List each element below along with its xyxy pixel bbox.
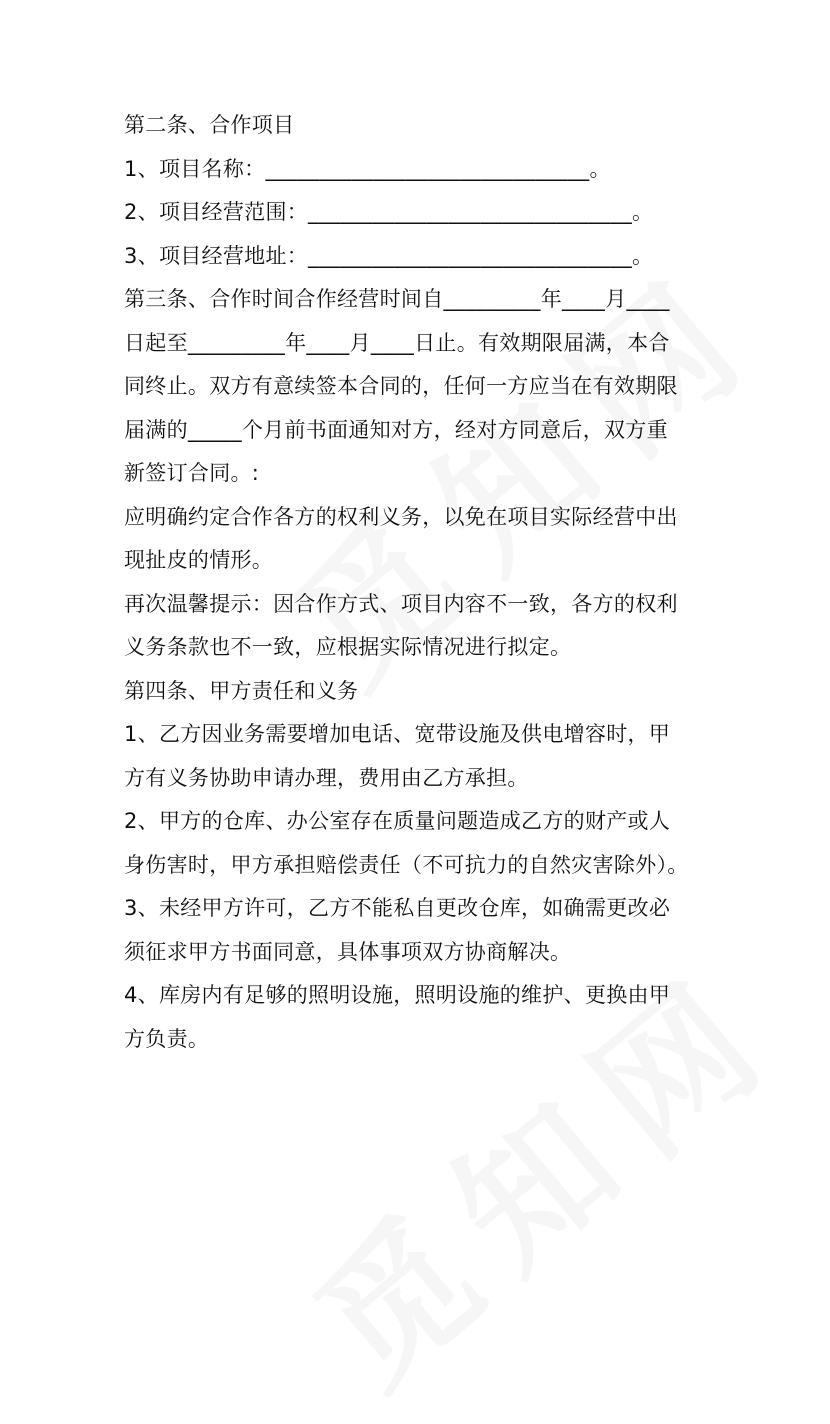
clause-line: 方负责。 bbox=[124, 1026, 210, 1051]
clause-line: 方有义务协助申请办理，费用由乙方承担。 bbox=[124, 765, 529, 790]
reminder-line: 义务条款也不一致，应根据实际情况进行拟定。 bbox=[124, 635, 572, 659]
clause-line: 身伤害时，甲方承担赔偿责任（不可抗力的自然灾害除外）。 bbox=[124, 852, 689, 877]
clause-line: 1、乙方因业务需要增加电话、宽带设施及供电增容时，甲 bbox=[124, 722, 671, 746]
project-name-line: 1、项目名称：______________________________。 bbox=[124, 156, 611, 181]
project-address-line: 3、项目经营地址：______________________________。 bbox=[124, 243, 654, 268]
project-scope-line: 2、项目经营范围：______________________________。 bbox=[124, 200, 654, 224]
paragraph-line: 日起至_________年____月____日止。有效期限届满，本合 bbox=[124, 330, 670, 355]
article-4-heading: 第四条、甲方责任和义务 bbox=[124, 678, 359, 703]
clause-line: 3、未经甲方许可，乙方不能私自更改仓库，如确需更改必 bbox=[124, 896, 671, 920]
reminder-line: 再次温馨提示：因合作方式、项目内容不一致，各方的权利 bbox=[124, 591, 678, 616]
clause-line: 须征求甲方书面同意，具体事项双方协商解决。 bbox=[124, 939, 572, 964]
note-line: 应明确约定合作各方的权利义务，以免在项目实际经营中出 bbox=[124, 504, 678, 529]
paragraph-line: 同终止。双方有意续签本合同的，任何一方应当在有效期限 bbox=[124, 374, 678, 398]
paragraph-line: 新签订合同。: bbox=[124, 461, 260, 485]
article-3-line: 第三条、合作时间合作经营时间自_________年____月____ bbox=[124, 287, 670, 311]
paragraph-line: 届满的_____个月前书面通知对方，经对方同意后，双方重 bbox=[124, 417, 668, 442]
document-body bbox=[124, 104, 714, 1061]
article-2-heading: 第二条、合作项目 bbox=[124, 113, 295, 137]
clause-line: 2、甲方的仓库、办公室存在质量问题造成乙方的财产或人 bbox=[124, 809, 671, 833]
note-line: 现扯皮的情形。 bbox=[124, 548, 274, 572]
clause-line: 4、库房内有足够的照明设施，照明设施的维护、更换由甲 bbox=[124, 983, 671, 1007]
